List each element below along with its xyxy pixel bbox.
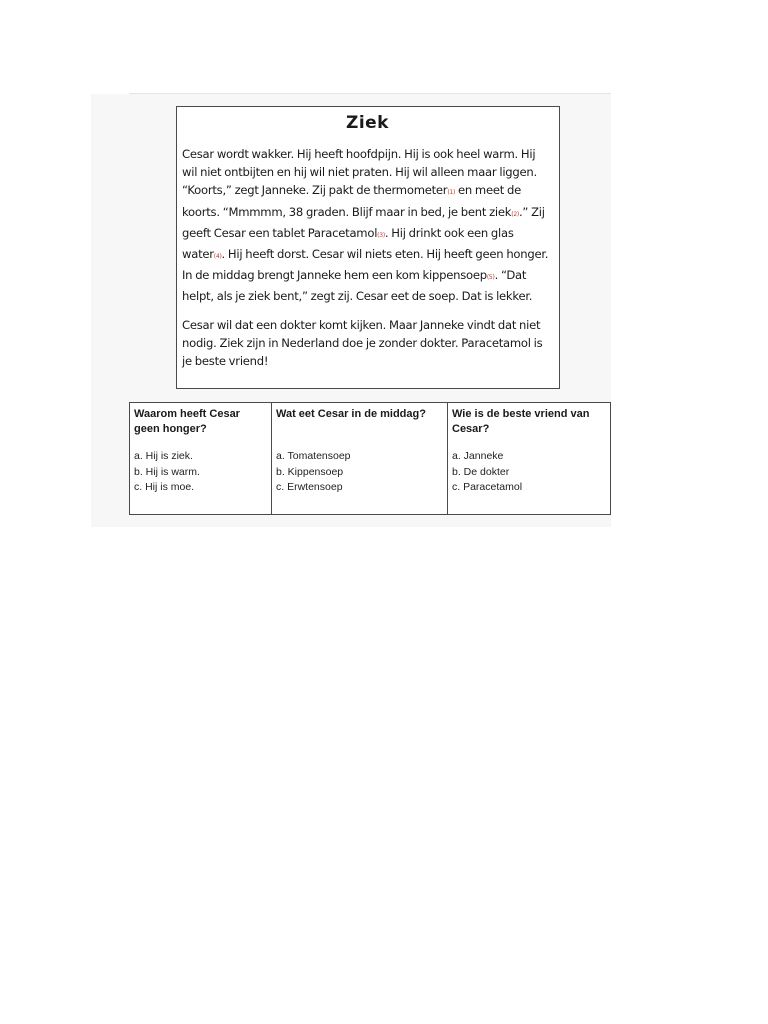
story-text: Cesar wordt wakker. Hij heeft hoofdpijn. Hij is ook heel warm. Hij wil niet ontbijten en hij wil niet praten. Hij wil alleen maar liggen. “Koorts,” zegt Janneke. Zij pakt de thermometer [182,147,537,198]
question-heading: Wie is de beste vriend van Cesar? [452,408,590,435]
footnote-marker: (1) [447,189,456,197]
question-column-3 [448,403,610,514]
story-box [176,106,560,389]
answer-option: b. Kippensoep [276,465,344,478]
answer-option: c. Hij is moe. [134,481,195,493]
answer-option: c. Paracetamol [452,481,523,493]
answer-option: b. Hij is warm. [134,465,200,478]
footnote-marker: (4) [213,253,222,261]
answer-option: a. Tomatensoep [276,450,351,462]
story-title: Ziek [346,113,389,133]
footnote-marker: (2) [511,210,519,218]
answer-option: a. Janneke [452,450,504,462]
answer-option: c. Erwtensoep [276,481,343,493]
story-text: . “Dat helpt, als je ziek bent,” zegt zij. Cesar eet de soep. Dat is lekker. [182,268,533,304]
question-table [129,402,611,515]
story-paragraph-2: Cesar wil dat een dokter komt kijken. Maar Janneke vindt dat niet nodig. Ziek zijn in Nederland doe je zonder dokter. Paracetamol is je beste vriend! [182,317,543,369]
story-text: en meet de koorts. “Mmmmm, 38 graden. Blijf maar in bed, je bent ziek [182,183,521,219]
question-heading: Wat eet Cesar in de middag? [276,408,426,420]
question-column-1 [130,403,272,514]
story-text: .” Zij geeft Cesar een tablet Paracetamol [182,204,545,240]
question-heading: Waarom heeft Cesar geen honger? [134,408,240,435]
story-text: . Hij drinkt ook een glas water [182,225,514,262]
footnote-marker: (5) [486,274,495,282]
footnote-marker: (3) [377,231,385,239]
answer-option: b. De dokter [452,465,510,478]
question-column-2 [272,403,448,514]
story-text: . Hij heeft dorst. Cesar wil niets eten. Hij heeft geen honger. In de middag brengt Janneke hem een kom kippensoep [182,247,549,283]
story-paragraph-1 [182,145,553,306]
answer-option: a. Hij is ziek. [134,450,193,462]
